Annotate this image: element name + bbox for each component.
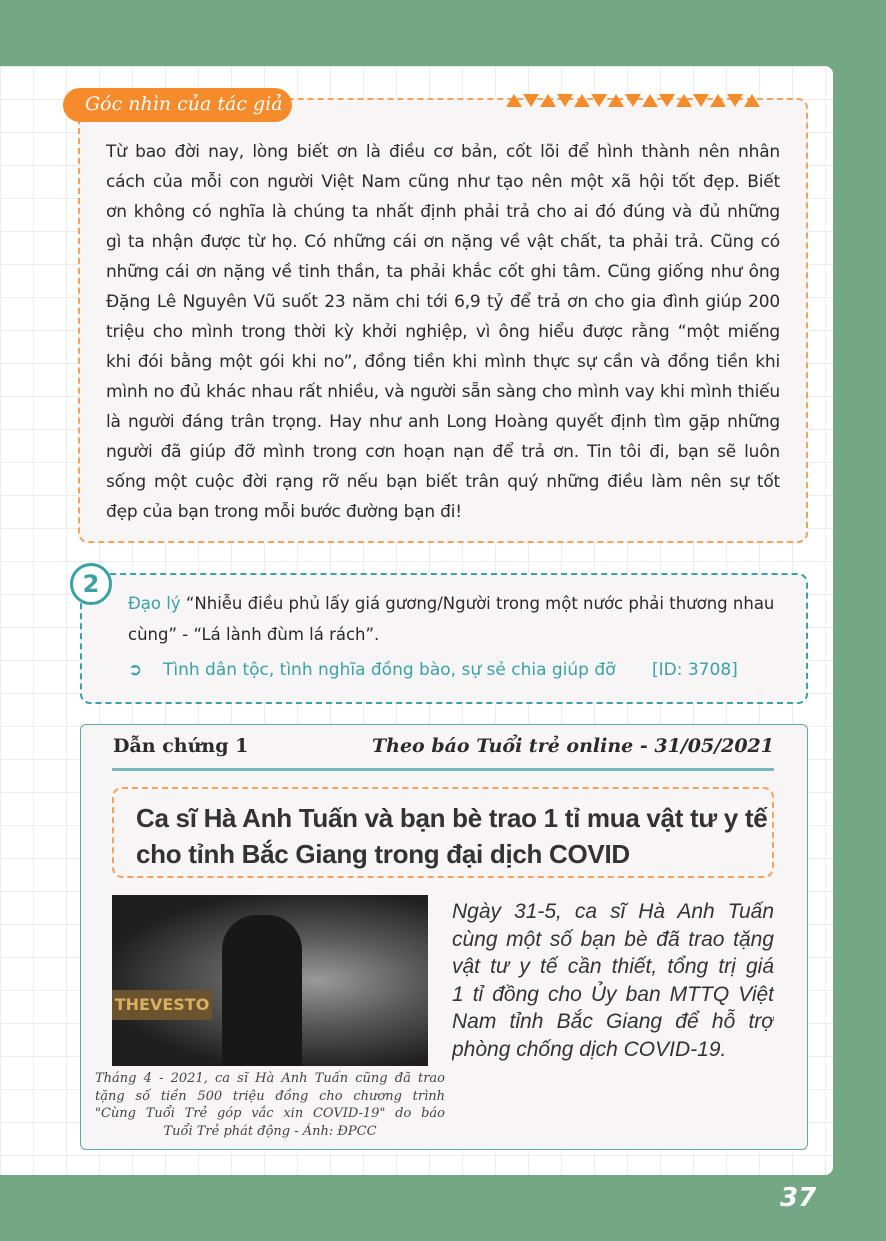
triangle-icon — [642, 94, 658, 107]
text-line: người đã giúp đỡ mình trong cơn hoạn nạn để trả ơn. Tin tôi đi, bạn sẽ luôn — [106, 442, 780, 462]
text-line: khi đói bằng một gói khi no”, đồng tiền khi mình thực sự cần và đồng tiền khi — [106, 352, 780, 372]
text-line: Đặng Lê Nguyên Vũ suốt 23 năm chi tới 6,9 tỷ để trả ơn cho gia đình giúp 200 — [106, 292, 780, 312]
moral-line-2: cùng” - “Lá lành đùm lá rách”. — [128, 625, 380, 644]
triangle-icon — [591, 94, 607, 107]
photo-stage-sign: THEVESTO — [112, 990, 212, 1020]
singer-photo — [112, 895, 428, 1066]
triangle-icon — [557, 94, 573, 107]
evidence-label: Dẫn chứng 1 — [113, 735, 249, 757]
text-line: mình no đủ khác nhau rất nhiều, và người sẵn sàng cho mình vay khi mình thiếu — [106, 382, 780, 402]
text-line: ơn không có nghĩa là chúng ta nhất định phải trả cho ai đó đúng và đủ những — [106, 202, 780, 222]
triangle-icon — [540, 94, 556, 107]
triangle-icon — [506, 94, 522, 107]
arrow-icon: ➲ — [128, 660, 143, 680]
moral-conclusion: Tình dân tộc, tình nghĩa đồng bào, sự sẻ chia giúp đỡ — [163, 660, 616, 680]
evidence-headline — [112, 787, 774, 878]
text-line: tặng số tiền 500 triệu đồng cho chương trình — [95, 1088, 445, 1104]
text-line: phòng chống dịch COVID-19. — [452, 1037, 727, 1061]
text-line: đẹp của bạn trong mỗi bước đường bạn đi! — [106, 502, 462, 522]
triangle-icon — [727, 94, 743, 107]
text-line: gì ta nhận được từ họ. Có những cái ơn nặng về vật chất, ta phải trả. Cũng có — [106, 232, 780, 252]
author-view-label: Góc nhìn của tác giả — [63, 88, 292, 122]
text-line: sống một cuộc đời rạng rỡ nếu bạn biết trân quý những điều làm nên sự tốt — [106, 472, 780, 492]
moral-line-1 — [128, 594, 774, 613]
divider — [112, 768, 774, 771]
text-line: những cái ơn nặng về tinh thần, ta phải khắc cốt ghi tâm. Cũng giống như ông — [106, 262, 780, 282]
text-line: vật tư y tế cần thiết, tổng trị giá — [452, 955, 774, 978]
triangle-icon — [693, 94, 709, 107]
text-line: Từ bao đời nay, lòng biết ơn là điều cơ bản, cốt lõi để hình thành nên nhân — [106, 142, 780, 162]
author-view-text — [106, 137, 780, 527]
moral-prefix: Đạo lý — [128, 594, 181, 613]
text-line: triệu cho mình trong thời kỳ khởi nghiệp, vì ông hiểu được rằng “một miếng — [106, 322, 780, 342]
moral-quote: “Nhiễu điều phủ lấy giá gương/Người trong một nước phải thương nhau — [185, 594, 775, 613]
evidence-source: Theo báo Tuổi trẻ online - 31/05/2021 — [372, 735, 774, 757]
photo-caption — [95, 1070, 445, 1140]
text-line: 1 tỉ đồng cho Ủy ban MTTQ Việt — [452, 982, 774, 1006]
headline-line: cho tỉnh Bắc Giang trong đại dịch COVID — [136, 839, 630, 869]
text-line: Tuổi Trẻ phát động - Ảnh: ĐPCC — [163, 1123, 377, 1139]
triangle-decoration — [506, 94, 760, 107]
text-line: Nam tỉnh Bắc Giang để hỗ trợ — [452, 1010, 774, 1033]
triangle-icon — [608, 94, 624, 107]
triangle-icon — [574, 94, 590, 107]
text-line: cùng một số bạn bè đã trao tặng — [452, 927, 774, 951]
triangle-icon — [625, 94, 641, 107]
moral-id: [ID: 3708] — [652, 660, 738, 680]
text-line: cách của mỗi con người Việt Nam cũng như tạo nên một xã hội tốt đẹp. Biết — [106, 172, 780, 192]
triangle-icon — [523, 94, 539, 107]
page-number: 37 — [780, 1183, 817, 1213]
text-line: "Cùng Tuổi Trẻ góp vắc xin COVID-19" do báo — [95, 1106, 445, 1121]
evidence-text — [452, 898, 774, 1063]
triangle-icon — [676, 94, 692, 107]
headline-line: Ca sĩ Hà Anh Tuấn và bạn bè trao 1 tỉ mua vật tư y tế — [136, 803, 768, 833]
triangle-icon — [710, 94, 726, 107]
triangle-icon — [659, 94, 675, 107]
text-line: là người đáng trân trọng. Hay như anh Long Hoàng quyết định tìm gặp những — [106, 412, 780, 432]
section-number-badge: 2 — [70, 563, 112, 605]
text-line: Tháng 4 - 2021, ca sĩ Hà Anh Tuấn cũng đã trao — [95, 1071, 445, 1086]
triangle-icon — [744, 94, 760, 107]
text-line: Ngày 31-5, ca sĩ Hà Anh Tuấn — [452, 900, 774, 923]
photo-singer-figure — [222, 915, 302, 1066]
